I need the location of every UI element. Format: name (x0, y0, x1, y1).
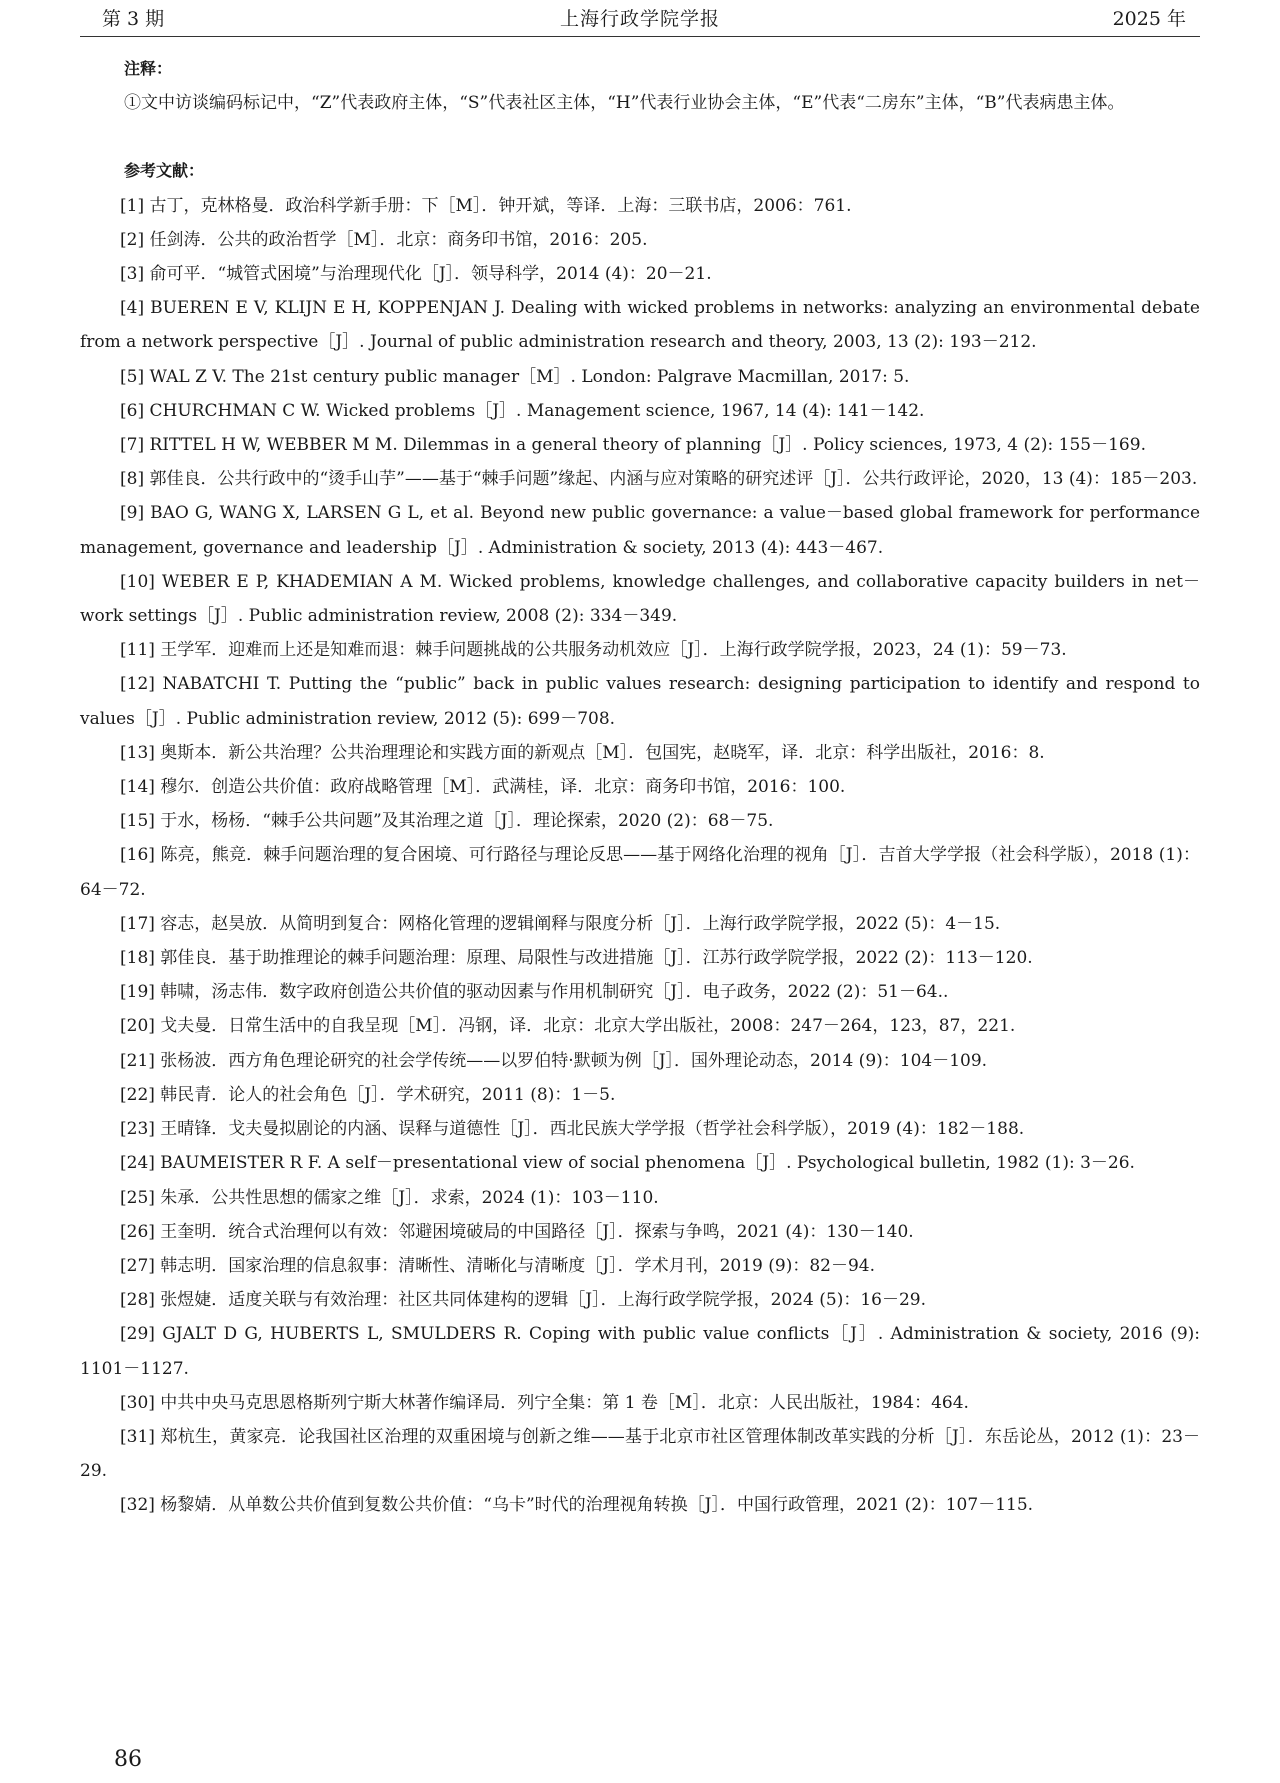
publication-year: 2025 年 (1112, 8, 1186, 30)
reference-item: [1] 古丁，克林格曼．政治科学新手册：下［M］．钟开斌，等译．上海：三联书店，2006：761. (120, 195, 852, 216)
reference-item: [19] 韩啸，汤志伟．数字政府创造公共价值的驱动因素与作用机制研究［J］．电子政务，2022 (2)：51－64.. (120, 982, 949, 1003)
reference-item: [12] NABATCHI T. Putting the “public” back in public values research: designing participation to identify and respond to values［J］. Public administration review, 2012 (5): 699－708. (80, 674, 1200, 729)
reference-item: [29] GJALT D G, HUBERTS L, SMULDERS R. Coping with public value conflicts［J］. Administration & society, 2016 (9): 1101－1127. (80, 1324, 1200, 1379)
reference-item: [2] 任剑涛．公共的政治哲学［M］．北京：商务印书馆，2016：205. (120, 229, 648, 250)
reference-item: [9] BAO G, WANG X, LARSEN G L, et al. Beyond new public governance: a value－based global framework for performance management, governance and leadership［J］. Administration & society, 2013 (4): 443－467. (80, 503, 1200, 558)
reference-item: [7] RITTEL H W, WEBBER M M. Dilemmas in a general theory of planning［J］. Policy sciences, 1973, 4 (2): 155－169. (120, 435, 1146, 456)
reference-list (80, 189, 1200, 1523)
reference-item: [32] 杨黎婧．从单数公共价值到复数公共价值：“乌卡”时代的治理视角转换［J］．中国行政管理，2021 (2)：107－115. (120, 1495, 1034, 1516)
reference-item: [26] 王奎明．统合式治理何以有效：邻避困境破局的中国路径［J］．探索与争鸣，2021 (4)：130－140. (120, 1221, 914, 1242)
reference-item: [8] 郭佳良．公共行政中的“烫手山芋”——基于“棘手问题”缘起、内涵与应对策略的研究述评［J］．公共行政评论，2020，13 (4)：185－203. (120, 469, 1198, 490)
reference-item: [21] 张杨波．西方角色理论研究的社会学传统——以罗伯特·默顿为例［J］．国外理论动态，2014 (9)：104－109. (120, 1050, 988, 1071)
issue-number: 第 3 期 (102, 8, 165, 30)
reference-item: [23] 王晴锋．戈夫曼拟剧论的内涵、误释与道德性［J］．西北民族大学学报（哲学社会科学版），2019 (4)：182－188. (120, 1119, 1025, 1140)
reference-item: [20] 戈夫曼．日常生活中的自我呈现［M］．冯钢，译．北京：北京大学出版社，2008：247－264，123，87，221. (120, 1016, 1016, 1037)
reference-item: [25] 朱承．公共性思想的儒家之维［J］．求索，2024 (1)：103－110. (120, 1187, 659, 1208)
reference-item: [3] 俞可平．“城管式困境”与治理现代化［J］．领导科学，2014 (4)：20－21. (120, 264, 712, 285)
reference-item: [10] WEBER E P, KHADEMIAN A M. Wicked problems, knowledge challenges, and collaborative capacity builders in net－work settings［J］. Public administration review, 2008 (2): 334－349. (80, 571, 1200, 627)
reference-item: [14] 穆尔．创造公共价值：政府战略管理［M］．武满桂，译．北京：商务印书馆，2016：100. (120, 777, 846, 798)
reference-item: [24] BAUMEISTER R F. A self－presentational view of social phenomena［J］. Psychological bulletin, 1982 (1): 3－26. (120, 1153, 1135, 1174)
reference-item: [4] BUEREN E V, KLIJN E H, KOPPENJAN J. Dealing with wicked problems in networks: analyzing an environmental debate from a network perspective［J］. Journal of public administration research and theory, 2003, 13 (2): 193－212. (80, 298, 1200, 353)
running-header (80, 0, 1200, 37)
reference-item: [18] 郭佳良．基于助推理论的棘手问题治理：原理、局限性与改进措施［J］．江苏行政学院学报，2022 (2)：113－120. (120, 948, 1033, 969)
page-number: 86 (114, 1747, 142, 1772)
reference-item: [6] CHURCHMAN C W. Wicked problems［J］. Management science, 1967, 14 (4): 141－142. (120, 400, 925, 421)
notes-title: 注释： (124, 59, 173, 78)
journal-title: 上海行政学院学报 (559, 8, 721, 30)
reference-item: [11] 王学军．迎难而上还是知难而退：棘手问题挑战的公共服务动机效应［J］．上海行政学院学报，2023，24 (1)：59－73. (120, 640, 1067, 661)
reference-item: [31] 郑杭生，黄家亮．论我国社区治理的双重困境与创新之维——基于北京市社区管理体制改革实践的分析［J］．东岳论丛，2012 (1)：23－29. (80, 1426, 1200, 1482)
section-gap (80, 120, 1200, 154)
reference-item: [22] 韩民青．论人的社会角色［J］．学术研究，2011 (8)：1－5. (120, 1084, 616, 1105)
reference-item: [16] 陈亮，熊竞．棘手问题治理的复合困境、可行路径与理论反思——基于网络化治理的视角［J］．吉首大学学报（社会科学版），2018 (1)：64－72. (80, 845, 1200, 900)
references-title: 参考文献： (124, 161, 205, 181)
reference-item: [27] 韩志明．国家治理的信息叙事：清晰性、清晰化与清晰度［J］．学术月刊，2019 (9)：82－94. (120, 1255, 876, 1276)
reference-item: [28] 张煜婕．适度关联与有效治理：社区共同体建构的逻辑［J］．上海行政学院学报，2024 (5)：16－29. (120, 1290, 927, 1311)
reference-item: [17] 容志，赵昊放．从简明到复合：网格化管理的逻辑阐释与限度分析［J］．上海行政学院学报，2022 (5)：4－15. (120, 913, 1001, 934)
reference-item: [15] 于水，杨杨．“棘手公共问题”及其治理之道［J］．理论探索，2020 (2)：68－75. (120, 811, 774, 832)
page-content (80, 52, 1200, 1523)
reference-item: [30] 中共中央马克思恩格斯列宁斯大林著作编译局．列宁全集：第 1 卷［M］．北京：人民出版社，1984：464. (120, 1392, 969, 1413)
reference-item: [5] WAL Z V. The 21st century public manager［M］. London: Palgrave Macmillan, 2017: 5. (120, 366, 910, 387)
note-text: ①文中访谈编码标记中，“Z”代表政府主体，“S”代表社区主体，“H”代表行业协会主体，“E”代表“二房东”主体，“B”代表病患主体。 (124, 93, 1125, 114)
reference-item: [13] 奥斯本．新公共治理？公共治理理论和实践方面的新观点［M］．包国宪，赵晓军，译．北京：科学出版社，2016：8. (120, 742, 1045, 763)
